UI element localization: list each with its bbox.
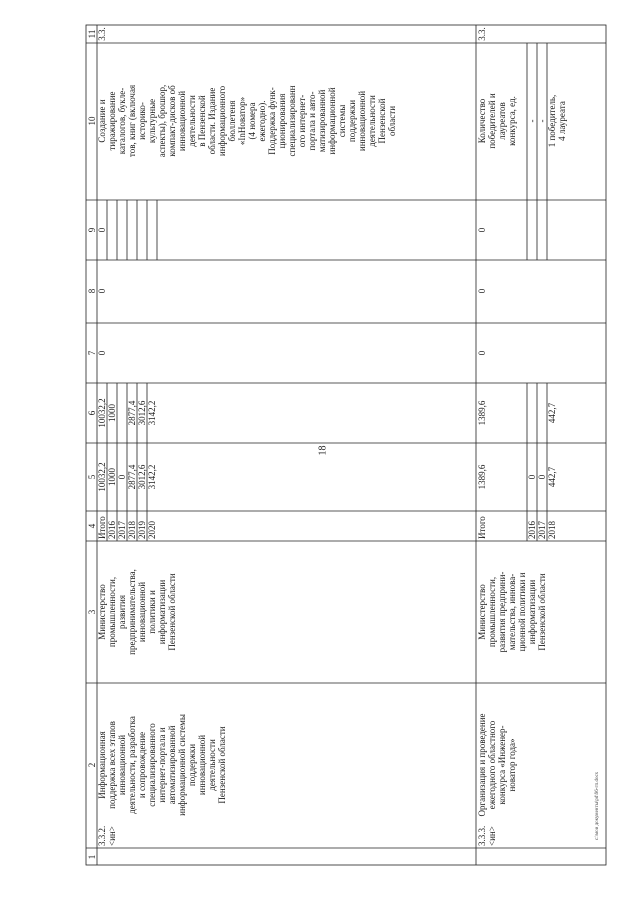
cell-text: конкурса, ед. (507, 96, 517, 146)
cell-text: 10032,2 (97, 398, 107, 428)
cell-text: интернет-портала и (157, 727, 167, 803)
cell-text: 2019 (137, 521, 147, 539)
cell-text: деятельности (207, 739, 217, 791)
cell-text: 1 победитель, (547, 94, 557, 148)
header-cell: 4 (87, 523, 97, 529)
cell-text: политики и (147, 590, 157, 634)
cell-text: 1389,6 (477, 464, 487, 490)
cell-text: промышленности, (107, 576, 117, 648)
indicator-line: в Пензенской (197, 95, 207, 147)
cell-text: развития предприни- (497, 571, 507, 653)
cell-text: инновационной (137, 581, 147, 643)
cell-text: автоматизированной (167, 725, 177, 805)
indicator-line: культурные (147, 98, 157, 144)
row-name-lines (97, 714, 227, 816)
cell-text: 2018 (547, 521, 557, 539)
cell-text: 4 лауреата (557, 101, 567, 141)
cell-text: Пензенской области (537, 573, 547, 651)
cell-text: 442,7 (547, 466, 557, 488)
row-name-lines (477, 713, 517, 816)
cell-text: 1389,6 (477, 400, 487, 426)
indicator-line: «InНоватор» (237, 96, 247, 146)
indicator-line: специализированн (287, 85, 297, 157)
row-code-tag: <ин> (107, 826, 117, 846)
indicator-line: деятельности (187, 95, 197, 147)
cell-text: 2016 (107, 521, 117, 539)
row-col11: 3.3. (477, 27, 487, 41)
cell-text: деятельности, разработка (127, 716, 137, 814)
indicator-line: портала и авто- (307, 91, 317, 151)
cell-text: информатизации (157, 579, 167, 645)
indicator-line: Пензенской (377, 98, 387, 144)
cell-text: 3142,2 (147, 464, 157, 490)
indicator-line: каталогов, буклe- (117, 87, 127, 155)
cell-text: 2877,4 (127, 400, 137, 426)
cell-text: Итого (97, 516, 107, 539)
row-col5 (477, 464, 557, 489)
indicator-line: бюллетеня (227, 100, 237, 142)
indicator-line: ого интернет- (297, 94, 307, 148)
table-row-3-3-2 (97, 27, 397, 846)
indicator-line: поддержки (347, 99, 357, 143)
cell-text: Итого (477, 516, 487, 539)
header-cell: 11 (87, 29, 97, 39)
indicator-line: информационного (217, 85, 227, 157)
footer-file-path: c:\мои документы\pd\96-гп.docx (595, 771, 600, 840)
cell-text: информационной системы (177, 714, 187, 816)
cell-text: Пензенской области (167, 573, 177, 651)
cell-text: специализированного (147, 723, 157, 807)
page-number: 18 (317, 445, 329, 456)
header-cell: 2 (87, 762, 97, 768)
indicator-line: области (387, 105, 397, 137)
cell-text: 0 (117, 474, 127, 480)
row-executor-lines (97, 569, 177, 655)
cell-text: новатор года» (507, 738, 517, 792)
indicator-line: историко- (137, 102, 147, 140)
indicator-line: (4 номера (247, 102, 257, 140)
indicator-line: матизированной (317, 89, 327, 153)
row-indicator-lines (97, 85, 397, 158)
row-code-tag: <ин> (487, 826, 497, 846)
cell-text: Информационная (97, 731, 107, 799)
header-cell: 5 (87, 474, 97, 480)
row-col9: 0 (477, 227, 487, 233)
cell-text: 3012,6 (137, 400, 147, 426)
header-cell: 1 (87, 854, 97, 860)
cell-text: инновационной (197, 734, 207, 796)
table-row-3-3-3 (477, 27, 567, 846)
cell-text: 2018 (127, 521, 137, 539)
row-code: 3.3.2. (97, 825, 107, 846)
cell-text: лауреатов (497, 102, 507, 140)
header-cell: 3 (87, 609, 97, 615)
row-col11: 3.3. (97, 27, 107, 41)
cell-text: победителей и (487, 93, 497, 149)
row-indicator-lines (477, 93, 567, 149)
cell-text: 3012,6 (137, 464, 147, 490)
header-cell: 8 (87, 288, 97, 294)
cell-text: информатизации (527, 579, 537, 645)
indicator-line: информационной (327, 87, 337, 155)
indicator-line: Создание и (97, 99, 107, 143)
cell-text: 2017 (537, 521, 547, 539)
indicator-line: инновационной (357, 90, 367, 152)
row-col8: 0 (477, 288, 487, 294)
cell-text: инновационной (117, 734, 127, 796)
cell-text: предпринимательства, (127, 569, 137, 655)
cell-text: развития (117, 594, 127, 630)
row-col8: 0 (97, 288, 107, 294)
header-row (87, 30, 97, 860)
row-col9: 0 (97, 227, 107, 233)
cell-text: и сопровождение (137, 731, 147, 799)
indicator-line: тиражирование (107, 91, 117, 151)
row-executor-lines (477, 572, 547, 653)
cell-text: 2016 (527, 521, 537, 539)
cell-text: - (537, 119, 547, 123)
cell-text: ежегодного областного (487, 720, 497, 810)
cell-text: промышленности, (487, 576, 497, 648)
indicator-line: системы (337, 104, 347, 138)
indicator-line: области. Издание (207, 87, 217, 155)
row-code: 3.3.3. (477, 825, 487, 846)
header-cell: 6 (87, 410, 97, 416)
indicator-line: аспекты), брошюр, (157, 84, 167, 158)
row-col6 (477, 400, 557, 425)
header-cell: 9 (87, 227, 97, 233)
row-col6 (97, 398, 157, 427)
row-years (477, 516, 557, 539)
indicator-line: Поддержка функ- (267, 87, 277, 155)
cell-text: 1000 (107, 404, 117, 422)
header-cell: 10 (87, 116, 97, 126)
cell-text: 2020 (147, 521, 157, 539)
indicator-line: ционирования (277, 93, 287, 149)
indicator-line: ежегодно). (257, 100, 267, 142)
indicator-line: тов, книг (включая (127, 84, 137, 158)
cell-text: 10032,2 (97, 462, 107, 492)
cell-text: 442,7 (547, 402, 557, 424)
cell-text: поддержка всех этапов (107, 721, 117, 809)
cell-text: 2017 (117, 521, 127, 539)
row-col5 (97, 462, 157, 491)
indicator-line: инновационной (177, 90, 187, 152)
cell-text: Министерство (477, 584, 487, 640)
cell-text: 0 (527, 474, 537, 480)
indicator-line: компакт-дисков об (167, 85, 177, 157)
cell-text: ционной политики и (517, 572, 527, 652)
cell-text: 3142,2 (147, 400, 157, 426)
cell-text: Организация и проведение (477, 713, 487, 817)
header-cell: 7 (87, 350, 97, 356)
row-col7: 0 (97, 350, 107, 356)
cell-text: 2877,4 (127, 464, 137, 490)
cell-text: Количество (477, 98, 487, 144)
cell-text: - (527, 119, 537, 123)
cell-text: конкурса «Инженер- (497, 725, 507, 805)
cell-text: мательства, иннова- (507, 573, 517, 651)
cell-text: Пензенской области (217, 726, 227, 804)
cell-text: поддержки (187, 743, 197, 787)
cell-text: 1000 (107, 468, 117, 486)
indicator-line: деятельности (367, 95, 377, 147)
cell-text: 0 (537, 474, 547, 480)
cell-text: Министерство (97, 584, 107, 640)
row-col7: 0 (477, 350, 487, 356)
